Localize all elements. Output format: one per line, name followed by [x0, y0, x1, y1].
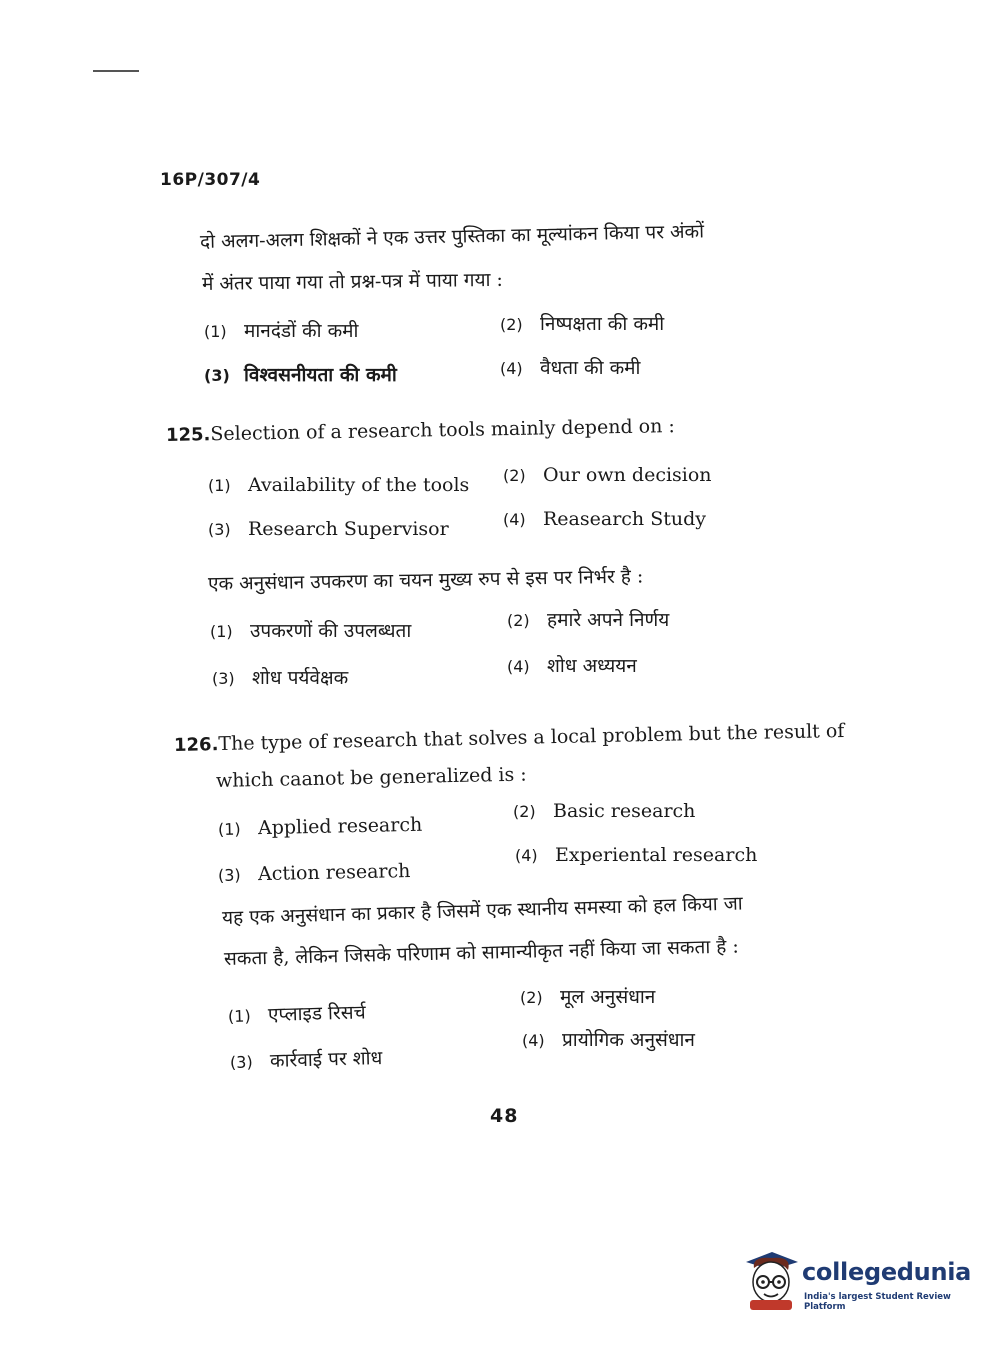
q125-option-3 [208, 518, 449, 540]
q126-stem-line2: which caanot be generalized is : [215, 763, 527, 792]
q126-option-1 [218, 814, 423, 840]
q126-option-4 [515, 844, 757, 866]
option-text: Research Supervisor [248, 518, 449, 540]
option-text: एप्लाइड रिसर्च [267, 1001, 366, 1026]
option-text: वैधता की कमी [540, 357, 641, 379]
q125-hindi-option-2 [507, 606, 669, 632]
option-number: (4) [522, 1031, 545, 1050]
option-number: (2) [507, 611, 530, 630]
option-text: शोध अध्ययन [547, 655, 637, 677]
collegedunia-logo [742, 1248, 972, 1318]
q125-option-2 [503, 464, 712, 486]
q125-hindi-option-3 [212, 664, 348, 690]
q126-hindi-stem-line1: यह एक अनुसंधान का प्रकार है जिसमें एक स्थानीय समस्या को हल किया जा [221, 892, 743, 929]
q126-hindi-option-1 [228, 998, 366, 1028]
q125-option-1 [208, 474, 469, 496]
brand-name: collegedunia [802, 1258, 972, 1286]
q126-stem-line1 [174, 720, 845, 756]
q126-hindi-stem-line2: सकता है, लेकिन जिसके परिणाम को सामान्यीकृत नहीं किया जा सकता है : [223, 935, 740, 970]
page-number: 48 [490, 1105, 519, 1127]
q124-hindi-option-2 [500, 310, 664, 336]
option-text: शोध पर्यवेक्षक [252, 667, 349, 689]
option-number: (4) [503, 510, 526, 529]
option-text: Action research [257, 859, 411, 886]
question-number: 126. [173, 734, 219, 756]
option-number: (2) [520, 988, 543, 1007]
q125-option-4 [503, 508, 706, 530]
option-number: (1) [210, 622, 233, 641]
q125-hindi-stem: एक अनुसंधान उपकरण का चयन मुख्य रुप से इस पर निर्भर है : [207, 565, 644, 595]
option-text: Basic research [553, 800, 696, 822]
q125-stem [166, 415, 675, 446]
option-text: मूल अनुसंधान [560, 986, 656, 1008]
option-number: (3) [204, 366, 230, 385]
option-text: Reasearch Study [543, 508, 706, 530]
q126-hindi-option-3 [230, 1044, 383, 1074]
option-number: (2) [513, 802, 536, 821]
option-number: (1) [227, 1006, 251, 1026]
q126-option-3 [218, 860, 411, 886]
q124-hindi-option-3 [204, 361, 397, 387]
option-number: (4) [515, 846, 538, 865]
option-text: निष्पक्षता की कमी [540, 313, 665, 335]
option-number: (2) [503, 466, 526, 485]
option-number: (3) [208, 520, 231, 539]
question-text: The type of research that solves a local problem but the result of [218, 719, 845, 756]
option-number: (3) [217, 865, 241, 885]
option-text: विश्वसनीयता की कमी [244, 364, 397, 386]
option-text: Availability of the tools [248, 474, 470, 496]
top-rule [93, 70, 139, 72]
q124-hindi-stem-line1: दो अलग-अलग शिक्षकों ने एक उत्तर पुस्तिका का मूल्यांकन किया पर अंकों [199, 220, 705, 253]
brand-tagline: India's largest Student Review Platform [804, 1292, 951, 1312]
question-text: Selection of a research tools mainly depend on : [210, 415, 675, 446]
q126-hindi-option-2 [520, 983, 655, 1009]
q124-hindi-option-4 [500, 354, 640, 380]
q125-hindi-option-4 [507, 652, 637, 678]
option-number: (4) [507, 657, 530, 676]
option-text: मानदंडों की कमी [244, 320, 359, 342]
option-text: Our own decision [543, 464, 712, 486]
option-number: (1) [208, 476, 231, 495]
mascot-icon [742, 1248, 800, 1310]
option-number: (3) [229, 1052, 253, 1072]
paper-code: 16P/307/4 [160, 170, 261, 190]
q125-hindi-option-1 [210, 617, 411, 643]
option-text: हमारे अपने निर्णय [547, 609, 670, 631]
option-number: (2) [500, 315, 523, 334]
option-text: Experiental research [555, 844, 758, 866]
option-text: प्रायोगिक अनुसंधान [562, 1029, 695, 1051]
option-number: (3) [212, 669, 235, 688]
option-number: (1) [217, 819, 241, 839]
option-text: उपकरणों की उपलब्धता [250, 620, 412, 642]
q124-hindi-option-1 [204, 317, 358, 343]
q126-hindi-option-4 [522, 1026, 695, 1052]
option-number: (4) [500, 359, 523, 378]
question-number: 125. [165, 424, 211, 446]
option-text: Applied research [257, 813, 423, 840]
q126-option-2 [513, 800, 695, 822]
option-number: (1) [204, 322, 227, 341]
q124-hindi-stem-line2: में अंतर पाया गया तो प्रश्न-पत्र में पाया गया : [201, 268, 504, 295]
option-text: कार्रवाई पर शोध [269, 1047, 383, 1072]
